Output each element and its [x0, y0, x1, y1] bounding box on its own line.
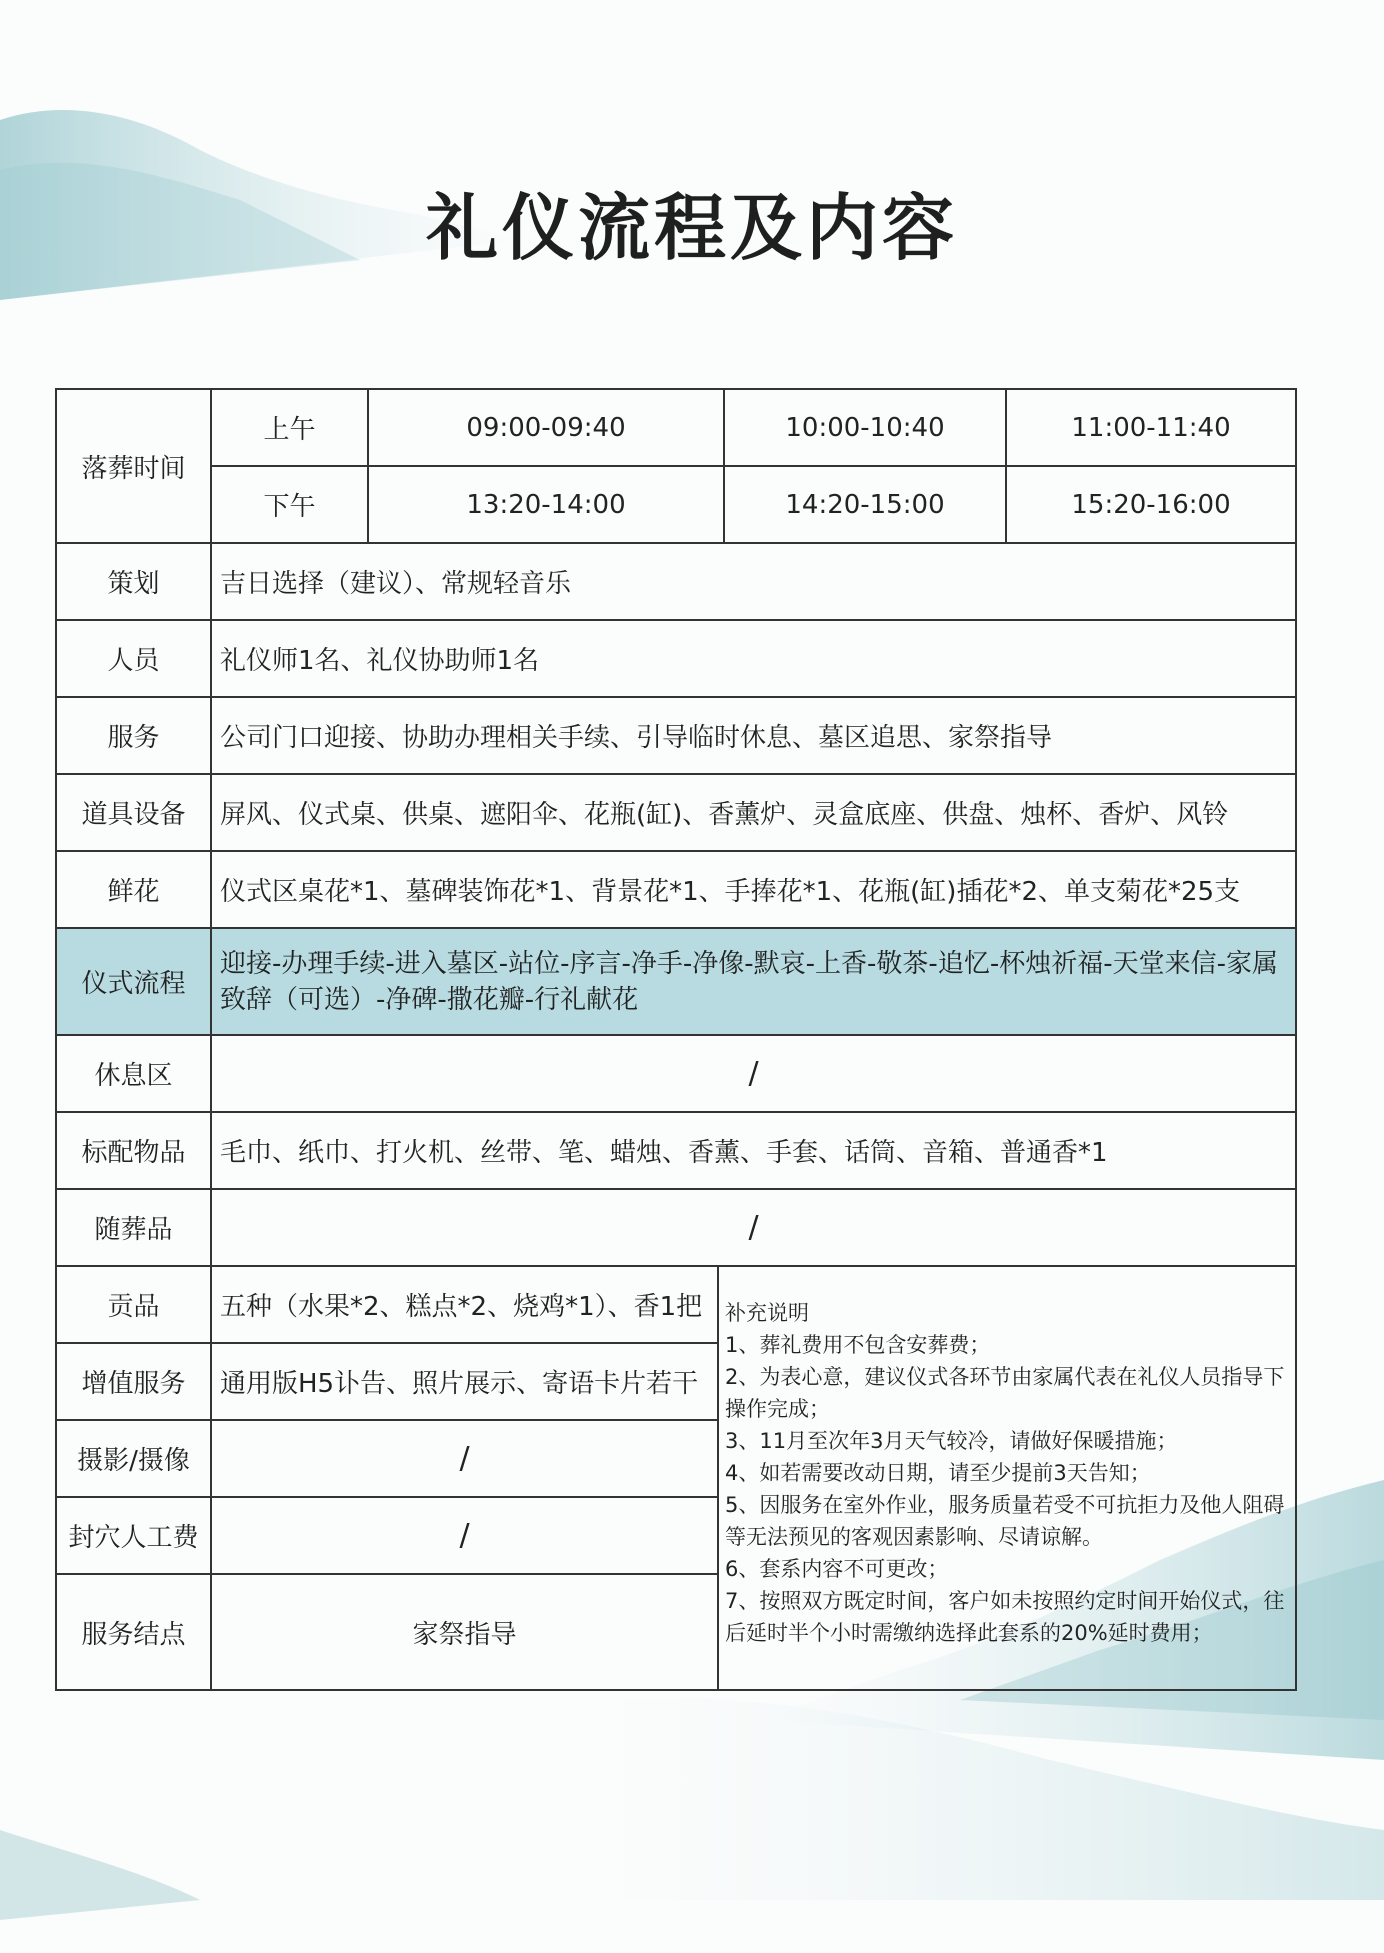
- note-item: 6、套系内容不可更改；: [725, 1557, 949, 1581]
- row-value: 礼仪师1名、礼仪协助师1名: [211, 620, 1296, 697]
- row-label: 休息区: [56, 1035, 211, 1112]
- row-value: 五种（水果*2、糕点*2、烧鸡*1）、香1把: [211, 1266, 718, 1343]
- row-burial-items: [56, 1189, 1296, 1266]
- row-label: 增值服务: [56, 1343, 211, 1420]
- row-label: 服务结点: [56, 1574, 211, 1690]
- row-value: 屏风、仪式桌、供桌、遮阳伞、花瓶(缸)、香薰炉、灵盒底座、供盘、烛杯、香炉、风铃: [211, 774, 1296, 851]
- note-item: 1、葬礼费用不包含安葬费；: [725, 1333, 991, 1357]
- row-value: 通用版H5讣告、照片展示、寄语卡片若干: [211, 1343, 718, 1420]
- note-item: 7、按照双方既定时间，客户如未按照约定时间开始仪式，往后延时半个小时需缴纳选择此套系的20%延时费用；: [725, 1589, 1285, 1645]
- morning-label: 上午: [211, 389, 368, 466]
- row-rest-area: [56, 1035, 1296, 1112]
- row-label: 摄影/摄像: [56, 1420, 211, 1497]
- row-value: /: [211, 1497, 718, 1574]
- afternoon-slot: 13:20-14:00: [368, 466, 724, 543]
- note-item: 5、因服务在室外作业，服务质量若受不可抗拒力及他人阻碍等无法预见的客观因素影响、尽请谅解。: [725, 1493, 1285, 1549]
- row-planning: [56, 543, 1296, 620]
- afternoon-label: 下午: [211, 466, 368, 543]
- supplementary-notes: [718, 1266, 1296, 1690]
- row-offerings: [56, 1266, 1296, 1343]
- row-standard-items: [56, 1112, 1296, 1189]
- row-label: 人员: [56, 620, 211, 697]
- notes-heading: 补充说明: [725, 1301, 809, 1325]
- row-value: 家祭指导: [211, 1574, 718, 1690]
- row-value: 吉日选择（建议）、常规轻音乐: [211, 543, 1296, 620]
- row-label: 策划: [56, 543, 211, 620]
- schedule-label: 落葬时间: [56, 389, 211, 543]
- page-title: 礼仪流程及内容: [425, 186, 958, 270]
- morning-slot: 11:00-11:40: [1006, 389, 1296, 466]
- schedule-row-morning: [56, 389, 1296, 466]
- note-item: 2、为表心意，建议仪式各环节由家属代表在礼仪人员指导下操作完成；: [725, 1365, 1285, 1421]
- row-value: /: [211, 1035, 1296, 1112]
- row-label: 仪式流程: [56, 928, 211, 1035]
- row-props: [56, 774, 1296, 851]
- row-label: 服务: [56, 697, 211, 774]
- row-value: 仪式区桌花*1、墓碑装饰花*1、背景花*1、手捧花*1、花瓶(缸)插花*2、单支菊花*25支: [211, 851, 1296, 928]
- morning-slot: 10:00-10:40: [724, 389, 1006, 466]
- schedule-row-afternoon: [56, 466, 1296, 543]
- row-label: 封穴人工费: [56, 1497, 211, 1574]
- row-value: 迎接-办理手续-进入墓区-站位-序言-净手-净像-默哀-上香-敬茶-追忆-杯烛祈福-天堂来信-家属致辞（可选）-净碑-撒花瓣-行礼献花: [211, 928, 1296, 1035]
- row-service: [56, 697, 1296, 774]
- row-label: 随葬品: [56, 1189, 211, 1266]
- row-label: 道具设备: [56, 774, 211, 851]
- row-value: 毛巾、纸巾、打火机、丝带、笔、蜡烛、香薰、手套、话筒、音箱、普通香*1: [211, 1112, 1296, 1189]
- ceremony-table: [55, 388, 1297, 1691]
- afternoon-slot: 14:20-15:00: [724, 466, 1006, 543]
- row-staff: [56, 620, 1296, 697]
- row-label: 贡品: [56, 1266, 211, 1343]
- note-item: 4、如若需要改动日期，请至少提前3天告知；: [725, 1461, 1151, 1485]
- row-flowers: [56, 851, 1296, 928]
- afternoon-slot: 15:20-16:00: [1006, 466, 1296, 543]
- row-label: 鲜花: [56, 851, 211, 928]
- row-label: 标配物品: [56, 1112, 211, 1189]
- row-value: /: [211, 1420, 718, 1497]
- morning-slot: 09:00-09:40: [368, 389, 724, 466]
- row-value: /: [211, 1189, 1296, 1266]
- row-ceremony-flow: [56, 928, 1296, 1035]
- note-item: 3、11月至次年3月天气较冷，请做好保暖措施；: [725, 1429, 1178, 1453]
- row-value: 公司门口迎接、协助办理相关手续、引导临时休息、墓区追思、家祭指导: [211, 697, 1296, 774]
